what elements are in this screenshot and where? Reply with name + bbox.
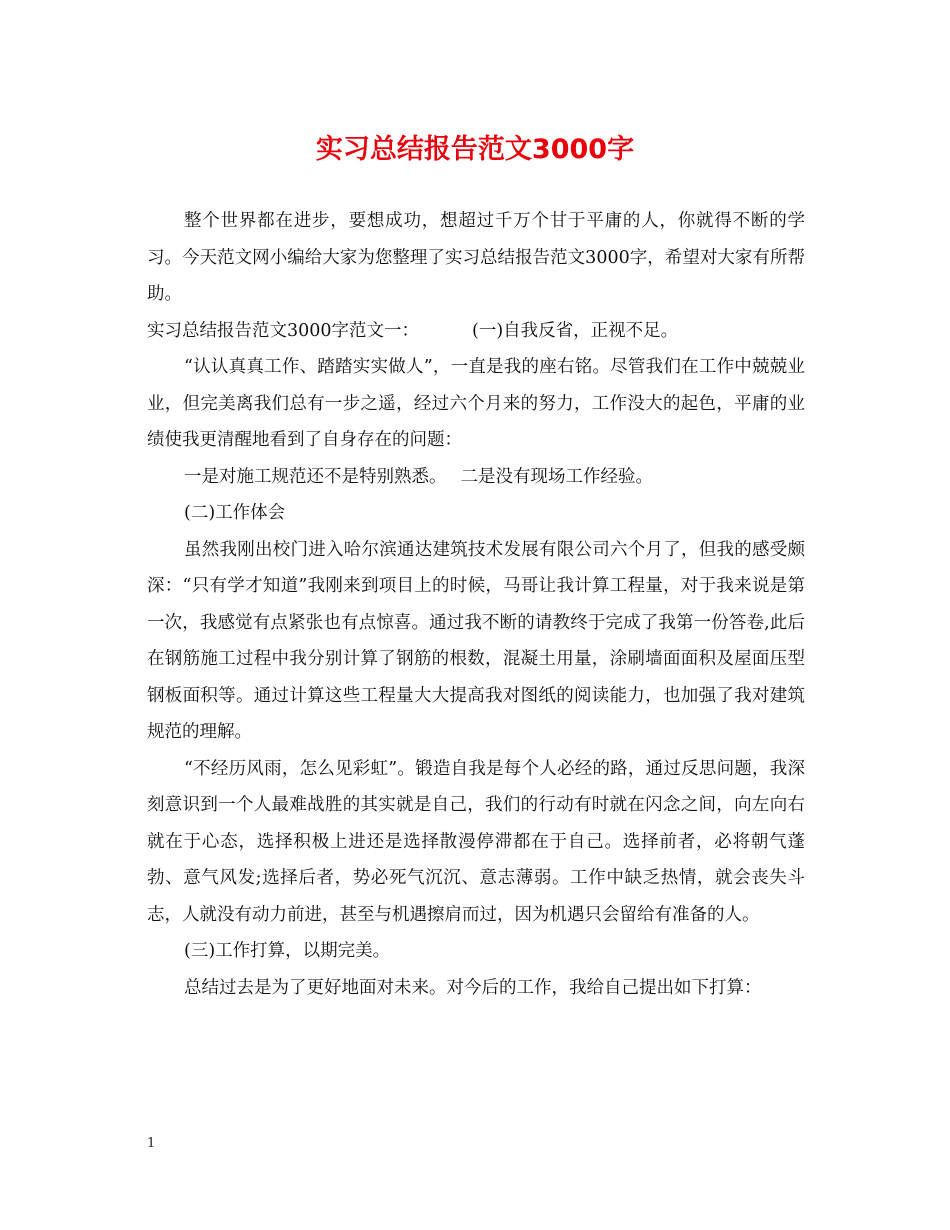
page-number: 1 [147, 1136, 156, 1151]
section-heading-line [147, 313, 805, 350]
sample-heading: 实习总结报告范文3000字范文一： [147, 320, 420, 341]
section-one-heading: (一)自我反省，正视不足。 [472, 320, 679, 341]
problem-two: 二是没有现场工作经验。 [460, 466, 653, 487]
document-title: 实习总结报告范文3000字 [315, 134, 635, 165]
problems-line [147, 459, 805, 496]
section-two-heading: (二)工作体会 [184, 503, 286, 523]
intro-paragraph: 整个世界都在进步，要想成功，想超过千万个甘于平庸的人，你就得不断的学习。今天范文网小编给大家为您整理了实习总结报告范文3000字，希望对大家有所帮助。 [147, 211, 805, 304]
plan-paragraph: 总结过去是为了更好地面对未来。对今后的工作，我给自己提出如下打算： [184, 977, 762, 998]
document-body [147, 203, 805, 1006]
problem-one: 一是对施工规范还不是特别熟悉。 [184, 466, 447, 487]
motto-paragraph: “认认真真工作、踏踏实实做人”，一直是我的座右铭。尽管我们在工作中兢兢业业，但完美离我们总有一步之遥，经过六个月来的努力，工作没大的起色，平庸的业绩使我更清醒地看到了自身存在的问题： [147, 357, 805, 450]
experience-paragraph: 虽然我刚出校门进入哈尔滨通达建筑技术发展有限公司六个月了，但我的感受颇深：“只有学才知道”我刚来到项目上的时候，马哥让我计算工程量，对于我来说是第一次，我感觉有点紧张也有点惊喜。通过我不断的请教终于完成了我第一份答卷,此后在钢筋施工过程中我分别计算了钢筋的根数，混凝土用量，涂刷墙面面积及屋面压型钢板面积等。通过计算这些工程量大大提高我对图纸的阅读能力，也加强了我对建筑规范的理解。 [147, 539, 805, 742]
section-three-heading: (三)工作打算，以期完美。 [184, 941, 391, 961]
reflection-paragraph: “不经历风雨，怎么见彩虹”。锻造自我是每个人必经的路，通过反思问题，我深刻意识到一个人最难战胜的其实就是自己，我们的行动有时就在闪念之间，向左向右就在于心态，选择积极上进还是选择散漫停滞都在于自己。选择前者，必将朝气蓬勃、意气风发;选择后者，势必死气沉沉、意志薄弱。工作中缺乏热情，就会丧失斗志，人就没有动力前进，甚至与机遇擦肩而过，因为机遇只会留给有准备的人。 [147, 758, 805, 925]
